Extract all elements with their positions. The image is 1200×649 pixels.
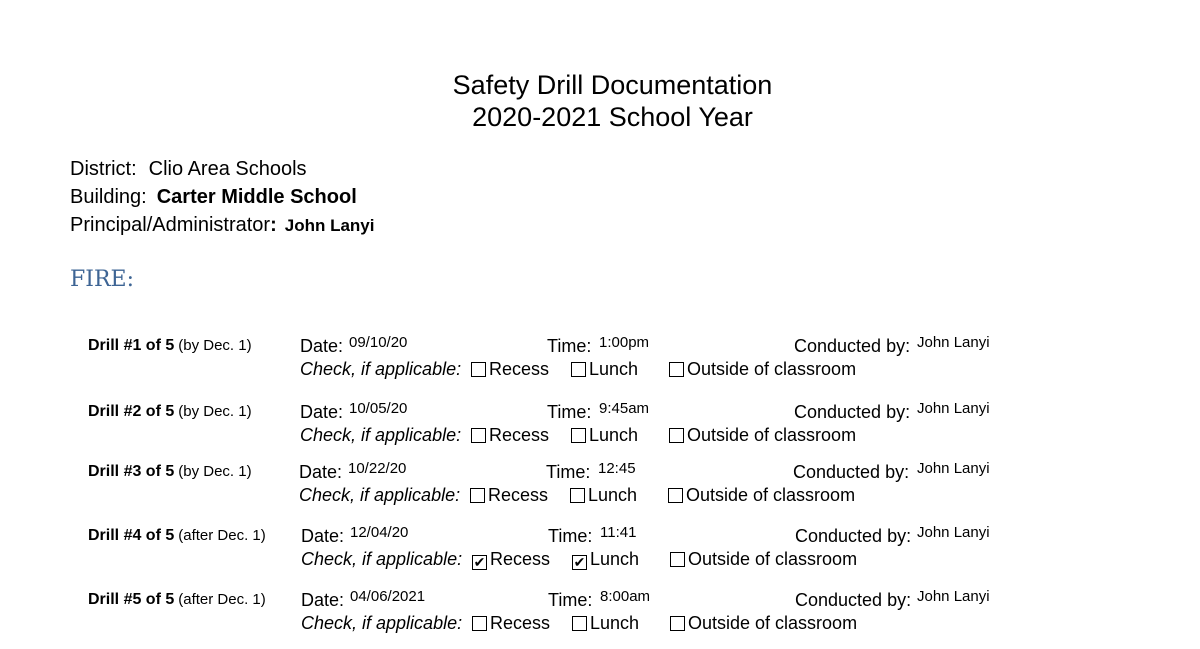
check-if-applicable-label: Check, if applicable:: [300, 425, 462, 445]
conducted-by-label: Conducted by:: [794, 402, 911, 422]
lunch-option: [570, 485, 637, 506]
drill-deadline: (by Dec. 1): [178, 337, 252, 354]
conducted-by-value: John Lanyi: [917, 334, 990, 351]
drill-label: [88, 527, 266, 545]
drill-label: [88, 337, 252, 355]
drill-number: Drill #5 of 5: [88, 591, 175, 608]
district-line: [70, 157, 307, 181]
outside-label: Outside of classroom: [687, 425, 857, 445]
outside-label: Outside of classroom: [687, 359, 857, 379]
lunch-label: Lunch: [589, 425, 639, 445]
conducted-by-value: John Lanyi: [917, 400, 990, 417]
conducted-by-label: Conducted by:: [795, 526, 912, 546]
drill-label: [88, 403, 252, 421]
drill-label: [88, 463, 252, 481]
date-label: Date:: [300, 402, 344, 422]
recess-checkbox[interactable]: [472, 555, 487, 570]
drill-number: Drill #2 of 5: [88, 403, 175, 420]
time-label: Time:: [548, 590, 593, 610]
recess-label: Recess: [490, 549, 551, 569]
recess-option: [470, 485, 548, 506]
drill-number: Drill #1 of 5: [88, 337, 175, 354]
check-if-applicable-line: [300, 359, 461, 380]
lunch-label: Lunch: [590, 549, 640, 569]
lunch-option: [571, 359, 638, 380]
check-mark-icon: ✔: [473, 554, 486, 570]
time-label: Time:: [548, 526, 593, 546]
drill-label: [88, 591, 266, 609]
conducted-by-value: John Lanyi: [917, 588, 990, 605]
recess-checkbox[interactable]: [471, 362, 486, 377]
principal-colon: :: [270, 214, 277, 236]
lunch-checkbox[interactable]: [571, 362, 586, 377]
drill-row: [0, 589, 1200, 649]
outside-label: Outside of classroom: [688, 549, 858, 569]
date-value: 04/06/2021: [350, 588, 426, 605]
outside-option: [670, 549, 857, 570]
lunch-label: Lunch: [588, 485, 638, 505]
conducted-by-label: Conducted by:: [795, 590, 912, 610]
date-value: 10/05/20: [349, 400, 408, 417]
date-label: Date:: [299, 462, 343, 482]
outside-option: [668, 485, 855, 506]
check-if-applicable-line: [301, 613, 462, 634]
drill-row: [0, 401, 1200, 461]
section-heading-fire: FIRE:: [70, 267, 134, 292]
lunch-checkbox[interactable]: [572, 555, 587, 570]
lunch-label: Lunch: [590, 613, 640, 633]
drill-row: [0, 461, 1200, 521]
outside-label: Outside of classroom: [688, 613, 858, 633]
building-line: [70, 185, 357, 209]
lunch-label: Lunch: [589, 359, 639, 379]
check-if-applicable-label: Check, if applicable:: [300, 359, 462, 379]
outside-checkbox[interactable]: [670, 616, 685, 631]
date-label: Date:: [300, 336, 344, 356]
conducted-by-value: John Lanyi: [917, 524, 990, 541]
drill-row: [0, 525, 1200, 585]
outside-option: [669, 425, 856, 446]
lunch-checkbox[interactable]: [572, 616, 587, 631]
recess-checkbox[interactable]: [470, 488, 485, 503]
conducted-by-label: Conducted by:: [793, 462, 910, 482]
recess-checkbox[interactable]: [472, 616, 487, 631]
recess-option: [472, 613, 550, 634]
date-label: Date:: [301, 526, 345, 546]
check-if-applicable-label: Check, if applicable:: [301, 549, 463, 569]
lunch-option: [571, 425, 638, 446]
time-label: Time:: [546, 462, 591, 482]
lunch-option: [572, 613, 639, 634]
date-value: 09/10/20: [349, 334, 408, 351]
drill-number: Drill #3 of 5: [88, 463, 175, 480]
drill-deadline: (after Dec. 1): [178, 527, 266, 544]
lunch-checkbox[interactable]: [570, 488, 585, 503]
recess-option: [471, 425, 549, 446]
outside-checkbox[interactable]: [668, 488, 683, 503]
check-mark-icon: ✔: [573, 554, 586, 570]
district-label: District:: [70, 158, 137, 180]
recess-checkbox[interactable]: [471, 428, 486, 443]
check-if-applicable-label: Check, if applicable:: [299, 485, 461, 505]
recess-option: [471, 359, 549, 380]
outside-option: [670, 613, 857, 634]
lunch-checkbox[interactable]: [571, 428, 586, 443]
check-if-applicable-label: Check, if applicable:: [301, 613, 463, 633]
drill-row: [0, 335, 1200, 395]
title-line-1: Safety Drill Documentation: [452, 70, 773, 100]
recess-label: Recess: [489, 425, 550, 445]
building-label: Building:: [70, 186, 147, 208]
time-value: 8:00am: [600, 588, 651, 605]
drill-deadline: (after Dec. 1): [178, 591, 266, 608]
outside-checkbox[interactable]: [670, 552, 685, 567]
outside-checkbox[interactable]: [669, 362, 684, 377]
drill-deadline: (by Dec. 1): [178, 463, 252, 480]
principal-label: Principal/Administrator: [70, 214, 271, 236]
recess-label: Recess: [489, 359, 550, 379]
time-value: 1:00pm: [599, 334, 650, 351]
conducted-by-label: Conducted by:: [794, 336, 911, 356]
building-value: Carter Middle School: [156, 186, 357, 208]
recess-option: [472, 549, 550, 570]
district-value: Clio Area Schools: [148, 158, 307, 180]
date-value: 12/04/20: [350, 524, 409, 541]
outside-label: Outside of classroom: [686, 485, 856, 505]
date-label: Date:: [301, 590, 345, 610]
title-line-2: 2020-2021 School Year: [472, 102, 753, 132]
principal-line: [70, 213, 374, 238]
recess-label: Recess: [490, 613, 551, 633]
time-label: Time:: [547, 336, 592, 356]
drill-number: Drill #4 of 5: [88, 527, 175, 544]
outside-option: [669, 359, 856, 380]
check-if-applicable-line: [299, 485, 460, 506]
check-if-applicable-line: [300, 425, 461, 446]
time-value: 12:45: [598, 460, 636, 477]
principal-value: John Lanyi: [284, 216, 375, 235]
check-if-applicable-line: [301, 549, 462, 570]
time-value: 11:41: [600, 524, 637, 541]
time-label: Time:: [547, 402, 592, 422]
date-value: 10/22/20: [348, 460, 407, 477]
recess-label: Recess: [488, 485, 549, 505]
lunch-option: [572, 549, 639, 570]
drill-deadline: (by Dec. 1): [178, 403, 252, 420]
time-value: 9:45am: [599, 400, 650, 417]
conducted-by-value: John Lanyi: [917, 460, 990, 477]
outside-checkbox[interactable]: [669, 428, 684, 443]
